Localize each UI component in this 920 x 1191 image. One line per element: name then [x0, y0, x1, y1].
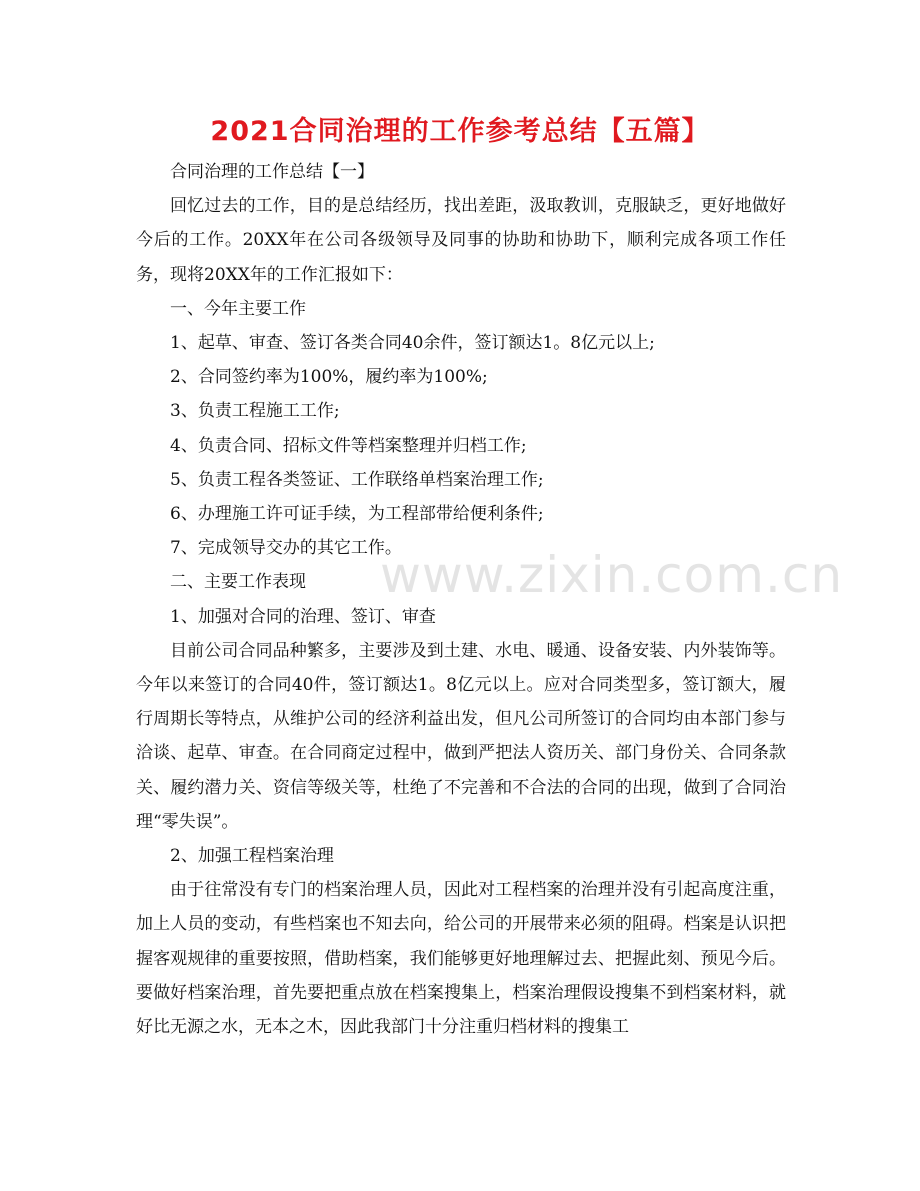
- item-heading: 1、加强对合同的治理、签订、审查: [170, 606, 436, 627]
- item-heading: 2、加强工程档案治理: [170, 846, 334, 867]
- document-body: [136, 155, 844, 1044]
- intro-paragraph: 回忆过去的工作，目的是总结经历，找出差距，汲取教训，克服缺乏，更好地做好今后的工作。20XX年在公司各级领导及同事的协助和协助下，顺利完成各项工作任务，现将20XX年的工作汇报如下：: [136, 196, 786, 285]
- list-item: 3、负责工程施工工作;: [170, 401, 340, 422]
- list-item: 2、合同签约率为100%，履约率为100%;: [170, 367, 488, 388]
- watermark: www.zixin.com.cn: [380, 546, 844, 604]
- body-paragraph: 目前公司合同品种繁多，主要涉及到土建、水电、暖通、设备安装、内外装饰等。今年以来签订的合同40件，签订额达1。8亿元以上。应对合同类型多，签订额大，履行周期长等特点，从维护公司的经济利益出发，但凡公司所签订的合同均由本部门参与洽谈、起草、审查。在合同商定过程中，做到严把法人资历关、部门身份关、合同条款关、履约潜力关、资信等级关等，杜绝了不完善和不合法的合同的出现，做到了合同治理“零失误”。: [136, 640, 786, 832]
- section-heading: 合同治理的工作总结【一】: [170, 162, 374, 182]
- list-item: 1、起草、审查、签订各类合同40余件，签订额达1。8亿元以上;: [170, 333, 655, 354]
- list-item: 4、负责合同、招标文件等档案整理并归档工作;: [170, 435, 527, 456]
- list-item: 7、完成领导交办的其它工作。: [170, 538, 402, 559]
- subsection-heading: 二、主要工作表现: [170, 572, 306, 593]
- list-item: 5、负责工程各类签证、工作联络单档案治理工作;: [170, 469, 544, 490]
- list-item: 6、办理施工许可证手续，为工程部带给便利条件;: [170, 504, 544, 525]
- body-paragraph: 由于往常没有专门的档案治理人员，因此对工程档案的治理并没有引起高度注重，加上人员的变动，有些档案也不知去向，给公司的开展带来必须的阻碍。档案是认识把握客观规律的重要按照，借助档案，我们能够更好地理解过去、把握此刻、预见今后。要做好档案治理，首先要把重点放在档案搜集上，档案治理假设搜集不到档案材料，就好比无源之水，无本之木，因此我部门十分注重归档材料的搜集工: [136, 880, 786, 1038]
- subsection-heading: 一、今年主要工作: [170, 298, 306, 319]
- document-title: 2021合同治理的工作参考总结【五篇】: [210, 116, 710, 147]
